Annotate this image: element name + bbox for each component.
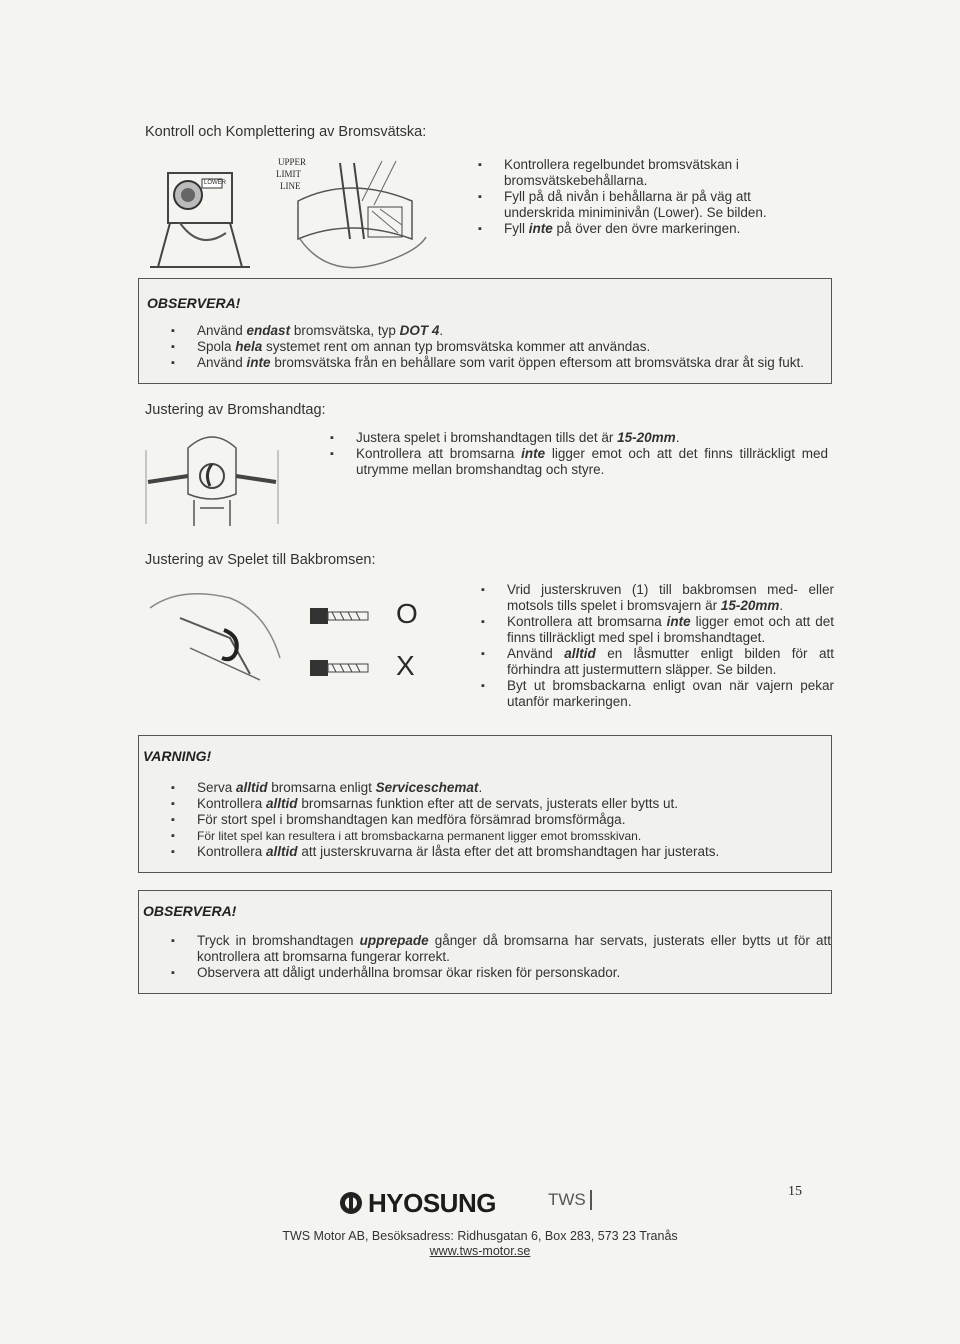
- footer-address: TWS Motor AB, Besöksadress: Ridhusgatan 6, Box 283, 573 23 Tranås: [282, 1229, 678, 1243]
- handle-bullets: [326, 430, 828, 478]
- observera-title-1: OBSERVERA!: [147, 295, 241, 311]
- list-item: ▪ Fyll på då nivån i behållarna är på väg att underskrida miniminivån (Lower). Se bilden.: [474, 189, 804, 221]
- brake-fluid-reservoir-figure: [150, 155, 450, 285]
- list-item: ▪ Observera att dåligt underhållna bromsar ökar risken för personskador.: [167, 965, 831, 981]
- observera-title-2: OBSERVERA!: [143, 903, 237, 919]
- observera-bullets-2: [167, 933, 831, 981]
- rear-brake-figure: [140, 578, 440, 688]
- page-number: 15: [788, 1184, 802, 1199]
- hyosung-logo: [340, 1188, 496, 1218]
- list-item: ▪ Spola hela systemet rent om annan typ bromsvätska kommer att användas.: [167, 339, 827, 355]
- varning-title: VARNING!: [143, 748, 212, 764]
- footer-website[interactable]: www.tws-motor.se: [429, 1244, 531, 1258]
- list-item: ▪ Vrid justerskruven (1) till bakbromsen med- eller motsols tills spelet i bromsvajern är 15-20mm.: [477, 582, 834, 614]
- list-item: ▪ Använd alltid en låsmutter enligt bilden för att förhindra att justermuttern släpper. Se bilden.: [477, 646, 834, 678]
- list-item: ▪ Använd endast bromsvätska, typ DOT 4.: [167, 323, 827, 339]
- label-line: LINE: [280, 181, 301, 191]
- fluid-heading: Kontroll och Komplettering av Bromsvätska:: [145, 124, 427, 140]
- varning-bullets: [167, 780, 827, 860]
- list-item: ▪ Serva alltid bromsarna enligt Serviceschemat.: [167, 780, 827, 796]
- list-item: ▪ Använd inte bromsvätska från en behållare som varit öppen eftersom att bromsvätska drar åt sig fukt.: [167, 355, 827, 371]
- fluid-bullets: [474, 157, 804, 237]
- rear-bullets: [477, 582, 834, 710]
- list-item: ▪ Kontrollera att bromsarna inte ligger emot och att det finns tillräckligt med utrymme mellan bromshandtag och styre.: [326, 446, 828, 478]
- handle-heading: Justering av Bromshandtag:: [145, 402, 326, 418]
- list-item: ▪ Kontrollera alltid bromsarnas funktion efter att de servats, justerats eller bytts ut.: [167, 796, 827, 812]
- list-item: ▪ Tryck in bromshandtagen upprepade gånger då bromsarna har servats, justerats eller bytts ut för att kontrollera att bromsarna fungerar korrekt.: [167, 933, 831, 965]
- list-item: ▪ Justera spelet i bromshandtagen tills det är 15-20mm.: [326, 430, 828, 446]
- brake-handle-figure: [138, 420, 286, 528]
- brand-name: HYOSUNG: [368, 1187, 496, 1218]
- symbol-bad: X: [396, 650, 415, 681]
- label-upper: UPPER: [278, 157, 307, 167]
- list-item: ▪ För stort spel i bromshandtagen kan medföra försämrad bromsförmåga.: [167, 812, 827, 828]
- observera-box-1: [138, 278, 832, 384]
- rear-heading: Justering av Spelet till Bakbromsen:: [145, 552, 376, 568]
- tws-logo: TWS: [548, 1190, 592, 1210]
- label-lower: LOWER: [204, 180, 227, 186]
- list-item: ▪ Kontrollera att bromsarna inte ligger emot och att det finns tillräckligt med spel i bromshandtaget.: [477, 614, 834, 646]
- observera-bullets-1: [167, 323, 827, 371]
- list-item: ▪ För litet spel kan resultera i att bromsbackarna permanent ligger emot bromsskivan.: [167, 828, 827, 844]
- list-item: ▪ Byt ut bromsbackarna enligt ovan när vajern pekar utanför markeringen.: [477, 678, 834, 710]
- observera-box-2: [138, 890, 832, 994]
- label-limit: LIMIT: [276, 169, 301, 179]
- varning-box: [138, 735, 832, 873]
- list-item: ▪ Kontrollera regelbundet bromsvätskan i bromsvätskebehållarna.: [474, 157, 804, 189]
- list-item: ▪ Fyll inte på över den övre markeringen.: [474, 221, 804, 237]
- symbol-ok: O: [396, 598, 418, 629]
- list-item: ▪ Kontrollera alltid att justerskruvarna är låsta efter det att bromshandtagen har justerats.: [167, 844, 827, 860]
- hyosung-emblem-icon: [340, 1192, 362, 1214]
